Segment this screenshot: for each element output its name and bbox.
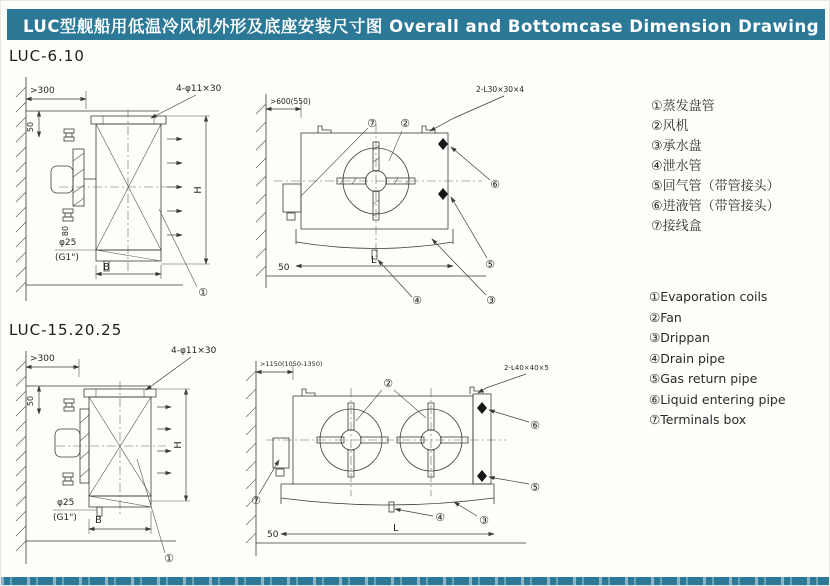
front-view-drawing-luc-6-10 — [254, 76, 554, 316]
pipe-connection-top — [477, 402, 487, 414]
valve-symbol-top — [64, 399, 74, 411]
callout-6: ⑥ — [490, 178, 500, 191]
front-view-drawing-luc-15-20-25 — [241, 346, 581, 581]
legend-item: ⑤回气管（带管接头） — [651, 179, 780, 194]
page-header — [7, 9, 825, 40]
label-angle-steel: 2-L30×30×4 — [476, 85, 525, 94]
side-view-drawing-luc-15-20-25 — [11, 339, 246, 579]
legend-item: ⑤Gas return pipe — [649, 371, 758, 386]
side-view-drawing-luc-6-10 — [11, 69, 261, 315]
dim-wall-clearance: >300 — [30, 354, 55, 364]
dim-drain-dia: φ25 — [59, 238, 77, 248]
wall-hatch — [16, 351, 26, 564]
pipe-connection-bottom — [438, 188, 448, 200]
callout-6: ⑥ — [530, 419, 540, 432]
page-title: LUC型舰船用低温冷风机外形及底座安装尺寸图 Overall and Bottomcase Dimension Drawing — [23, 16, 820, 36]
legend-item: ②Fan — [649, 309, 682, 325]
model-title-luc-6-10: LUC-6.10 — [9, 47, 85, 65]
dim-drain-thread: (G1") — [53, 513, 77, 523]
label-bolt-holes: 4-φ11×30 — [176, 84, 222, 94]
callout-2: ② — [400, 117, 410, 130]
dim-wall-clearance: >1150(1050-1350) — [260, 360, 323, 368]
callout-1: ① — [164, 552, 174, 565]
dim-width: B — [95, 515, 102, 526]
model-title-luc-15-20-25: LUC-15.20.25 — [9, 321, 123, 339]
callout-5: ⑤ — [530, 481, 540, 494]
dim-height: H — [173, 441, 184, 449]
legend-item: ①蒸发盘管 — [651, 99, 715, 114]
dim-length: L — [371, 255, 377, 266]
callout-7: ⑦ — [367, 117, 377, 130]
legend-item: ③Drippan — [649, 330, 710, 345]
dim-base-height: 50 — [267, 530, 279, 540]
legend-item: ⑥Liquid entering pipe — [649, 391, 786, 407]
wall-hatch — [256, 94, 266, 288]
dim-drain-thread: (G1") — [55, 253, 79, 263]
label-bolt-holes: 4-φ11×30 — [171, 346, 217, 356]
unit-outline — [56, 381, 166, 516]
legend-english — [649, 287, 786, 431]
fan-right — [397, 388, 468, 496]
fan — [274, 124, 482, 261]
legend-item: ④Drain pipe — [649, 350, 726, 366]
legend-chinese — [651, 97, 780, 237]
callout-3: ③ — [486, 294, 496, 307]
dim-top-clearance: 50 — [26, 121, 35, 133]
wall-hatch — [16, 77, 26, 301]
dim-width: B — [103, 262, 110, 273]
terminal-box — [283, 184, 301, 220]
dim-top-clearance: 50 — [26, 395, 35, 407]
unit-outline — [59, 109, 176, 274]
dim-drain-height: 80 — [61, 225, 70, 237]
dim-length: L — [393, 523, 399, 534]
dim-base-height: 50 — [278, 263, 290, 273]
legend-item: ①Evaporation coils — [649, 289, 768, 304]
legend-item: ②风机 — [651, 119, 689, 134]
legend-item: ③承水盘 — [651, 139, 702, 154]
fan-motor — [51, 149, 96, 206]
unit-outline — [301, 126, 448, 229]
dim-wall-clearance: >600(550) — [270, 97, 311, 106]
fan-left — [317, 388, 388, 496]
legend-item: ④泄水管 — [651, 159, 702, 174]
pipe-connection-bottom — [477, 470, 487, 482]
legend-item: ⑦接线盒 — [651, 219, 702, 234]
valve-symbol-bottom — [63, 473, 73, 485]
callout-4: ④ — [435, 511, 445, 524]
callout-3: ③ — [479, 514, 489, 527]
callout-1: ① — [198, 286, 208, 299]
footer-bar — [1, 577, 830, 586]
airflow-arrows — [157, 407, 171, 473]
label-angle-steel: 2-L40×40×5 — [504, 364, 549, 372]
valve-symbol-top — [64, 129, 74, 141]
callout-2: ② — [383, 377, 393, 390]
callout-4: ④ — [412, 294, 422, 307]
legend-item: ⑥进液管（带管接头） — [651, 199, 780, 214]
wall-hatch — [246, 361, 256, 556]
dim-drain-dia: φ25 — [57, 498, 75, 508]
callout-5: ⑤ — [485, 258, 495, 271]
legend-item: ⑦Terminals box — [649, 412, 747, 427]
airflow-arrows — [167, 139, 182, 235]
pipe-connection-top — [438, 138, 448, 150]
terminal-box — [273, 438, 289, 476]
callout-7: ⑦ — [251, 494, 261, 507]
dim-wall-clearance: >300 — [30, 86, 55, 96]
valve-symbol-bottom — [63, 209, 73, 221]
dim-height: H — [193, 186, 204, 194]
drip-pan — [281, 484, 494, 512]
